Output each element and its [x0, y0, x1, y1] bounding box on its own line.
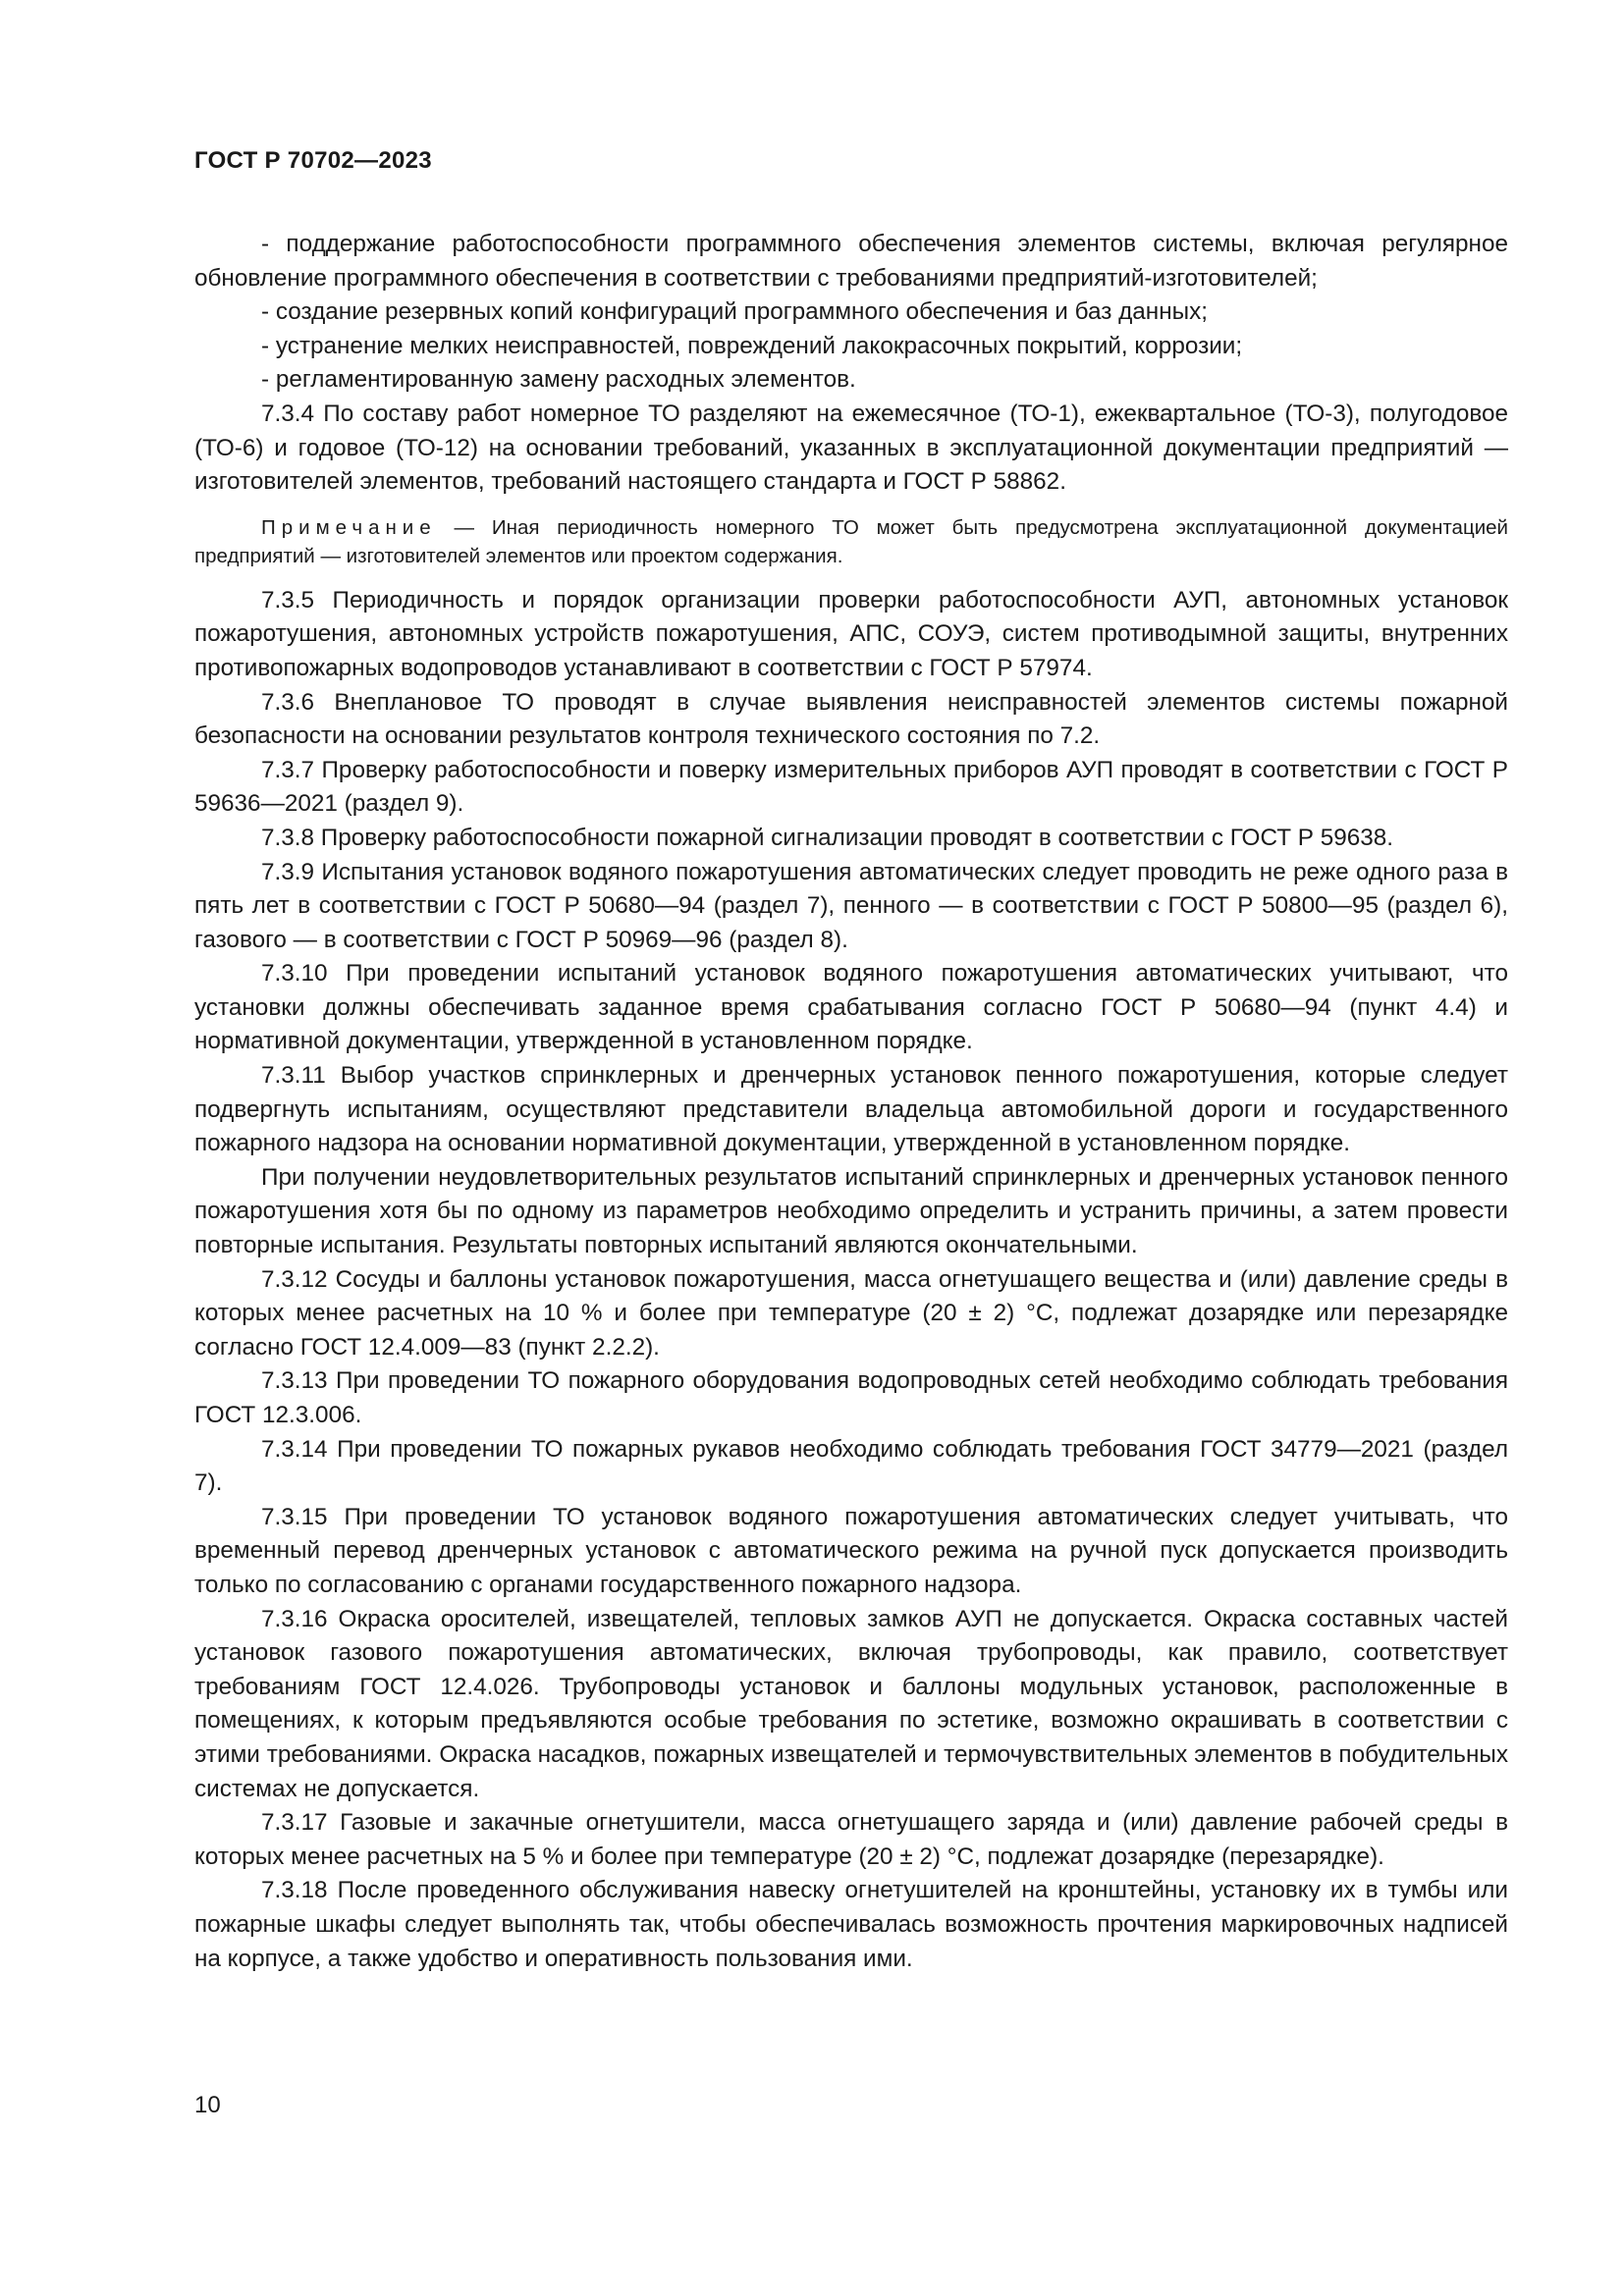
paragraph-7-3-13: 7.3.13 При проведении ТО пожарного оборудования водопроводных сетей необходимо соблюдать требования ГОСТ 12.3.006.: [194, 1367, 1508, 1428]
paragraph-bullet-repairs: - устранение мелких неисправностей, повреждений лакокрасочных покрытий, коррозии;: [261, 332, 1243, 359]
document-page: [194, 147, 1508, 1976]
paragraph-bullet-software: - поддержание работоспособности программного обеспечения элементов системы, включая регулярное обновление программного обеспечения в соответствии с требованиями предприятий-изготовителей;: [194, 231, 1508, 292]
paragraph-7-3-15: 7.3.15 При проведении ТО установок водяного пожаротушения автоматических следует учитывать, что временный перевод дренчерных установок с автоматического режима на ручной пуск допускается производить только по согласованию с органами государственного пожарного надзора.: [194, 1503, 1508, 1598]
paragraph-7-3-4: 7.3.4 По составу работ номерное ТО разделяют на ежемесячное (ТО-1), ежеквартальное (ТО-3), полугодовое (ТО-6) и годовое (ТО-12) на основании требований, указанных в эксплуатационной документации предприятий — изготовителей элементов, требований настоящего стандарта и ГОСТ Р 58862.: [194, 400, 1508, 496]
paragraph-7-3-10: 7.3.10 При проведении испытаний установок водяного пожаротушения автоматических учитывают, что установки должны обеспечивать заданное время срабатывания согласно ГОСТ Р 50680—94 (пункт 4.4) и нормативной документации, утвержденной в установленном порядке.: [194, 960, 1508, 1055]
paragraph-7-3-16: 7.3.16 Окраска оросителей, извещателей, тепловых замков АУП не допускается. Окраска составных частей установок газового пожаротушения автоматических, включая трубопроводы, как правило, соответствует требованиям ГОСТ 12.4.026. Трубопроводы установок и баллоны модульных установок, расположенные в помещениях, к которым предъявляются особые требования по эстетике, возможно окрашивать в соответствии с этими требованиями. Окраска насадков, пожарных извещателей и термочувствительных элементов в побудительных системах не допускается.: [194, 1605, 1508, 1802]
document-body: [194, 228, 1508, 1976]
paragraph-7-3-17: 7.3.17 Газовые и закачные огнетушители, масса огнетушащего заряда и (или) давление рабочей среды в которых менее расчетных на 5 % и более при температуре (20 ± 2) °С, подлежат дозарядке (перезарядке).: [194, 1809, 1508, 1870]
note-text: — Иная периодичность номерного ТО может быть предусмотрена эксплуатационной документацией предприятий — изготовителей элементов или проектом содержания.: [194, 515, 1508, 567]
note: [194, 513, 1508, 570]
note-label: Примечание: [261, 515, 437, 539]
paragraph-7-3-18: 7.3.18 После проведенного обслуживания навеску огнетушителей на кронштейны, установку их в тумбы или пожарные шкафы следует выполнять так, чтобы обеспечивалась возможность прочтения маркировочных надписей на корпусе, а также удобство и оперативность пользования ими.: [194, 1877, 1508, 1972]
page-number: 10: [194, 2092, 221, 2118]
paragraph-7-3-8: 7.3.8 Проверку работоспособности пожарной сигнализации проводят в соответствии с ГОСТ Р 59638.: [261, 824, 1394, 851]
document-header: ГОСТ Р 70702—2023: [194, 147, 432, 174]
paragraph-7-3-5: 7.3.5 Периодичность и порядок организации проверки работоспособности АУП, автономных установок пожаротушения, автономных устройств пожаротушения, АПС, СОУЭ, систем противодымной защиты, внутренних противопожарных водопроводов устанавливают в соответствии с ГОСТ Р 57974.: [194, 586, 1508, 681]
paragraph-7-3-11-continued: При получении неудовлетворительных результатов испытаний спринклерных и дренчерных установок пенного пожаротушения хотя бы по одному из параметров необходимо определить и устранить причины, а затем провести повторные испытания. Результаты повторных испытаний являются окончательными.: [194, 1163, 1508, 1259]
paragraph-7-3-12: 7.3.12 Сосуды и баллоны установок пожаротушения, масса огнетушащего вещества и (или) давление среды в которых менее расчетных на 10 % и более при температуре (20 ± 2) °С, подлежат дозарядке или перезарядке согласно ГОСТ 12.4.009—83 (пункт 2.2.2).: [194, 1265, 1508, 1361]
paragraph-7-3-6: 7.3.6 Внеплановое ТО проводят в случае выявления неисправностей элементов системы пожарной безопасности на основании результатов контроля технического состояния по 7.2.: [194, 688, 1508, 750]
paragraph-7-3-14: 7.3.14 При проведении ТО пожарных рукавов необходимо соблюдать требования ГОСТ 34779—2021 (раздел 7).: [194, 1435, 1508, 1497]
paragraph-bullet-backups: - создание резервных копий конфигураций программного обеспечения и баз данных;: [261, 298, 1209, 326]
paragraph-bullet-consumables: - регламентированную замену расходных элементов.: [261, 366, 856, 394]
paragraph-7-3-11: 7.3.11 Выбор участков спринклерных и дренчерных установок пенного пожаротушения, которые следует подвергнуть испытаниям, осуществляют представители владельца автомобильной дороги и государственного пожарного надзора на основании нормативной документации, утвержденной в установленном порядке.: [194, 1062, 1508, 1157]
paragraph-7-3-7: 7.3.7 Проверку работоспособности и поверку измерительных приборов АУП проводят в соответствии с ГОСТ Р 59636—2021 (раздел 9).: [194, 756, 1508, 818]
paragraph-7-3-9: 7.3.9 Испытания установок водяного пожаротушения автоматических следует проводить не реже одного раза в пять лет в соответствии с ГОСТ Р 50680—94 (раздел 7), пенного — в соответствии с ГОСТ Р 50800—95 (раздел 6), газового — в соответствии с ГОСТ Р 50969—96 (раздел 8).: [194, 858, 1508, 953]
